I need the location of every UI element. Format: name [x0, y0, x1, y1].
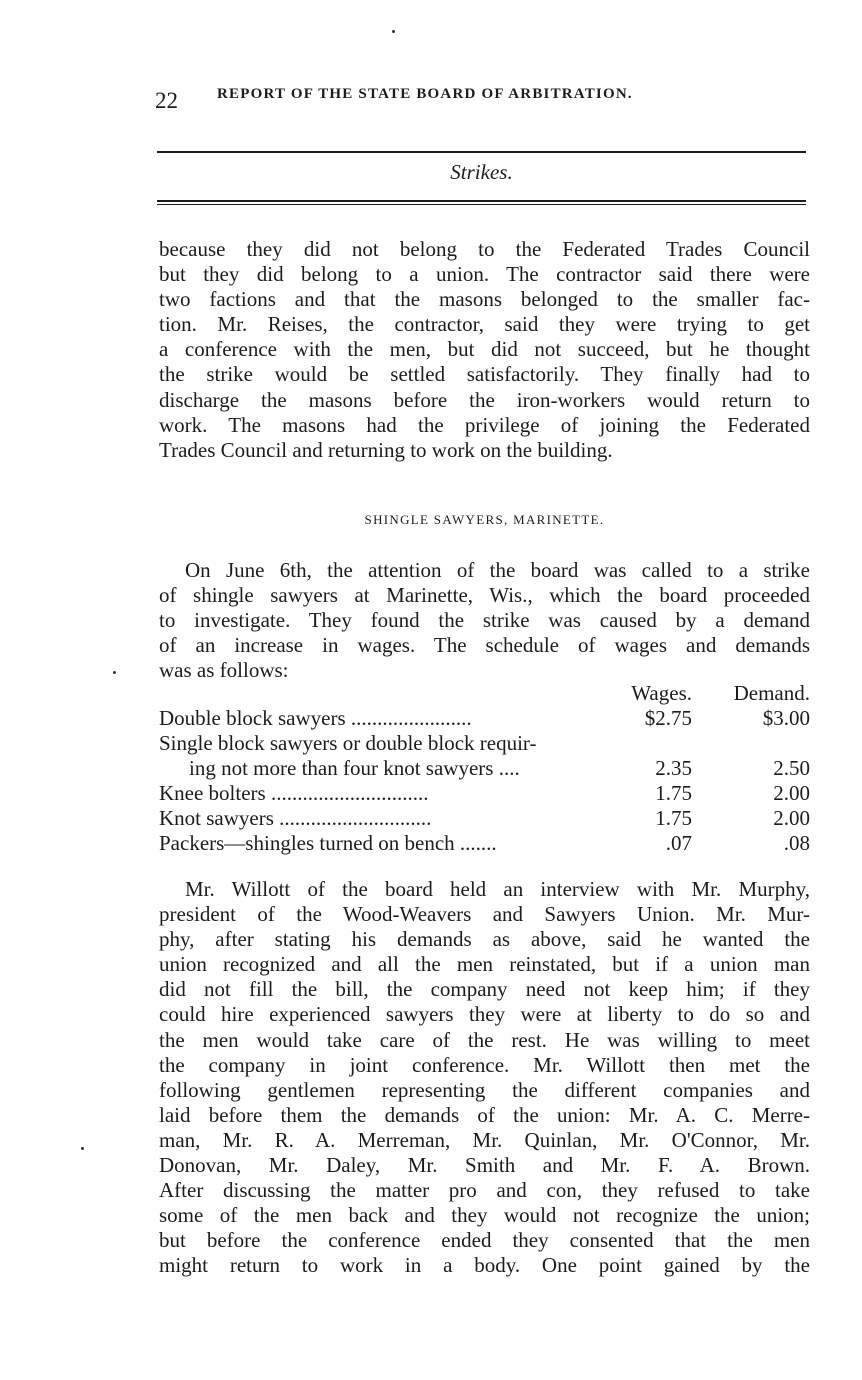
text-line: was as follows:: [159, 658, 289, 683]
paragraph-willott-interview: [159, 877, 810, 1279]
text-line: did not fill the bill, the company need not keep him; if they: [159, 977, 810, 1002]
print-speck: [392, 30, 395, 33]
demand-cell: 2.00: [773, 806, 810, 830]
text-line: discharge the masons before the iron-workers would return to: [159, 387, 810, 412]
text-line: two factions and that the masons belonged to the smaller fac-: [159, 287, 810, 312]
text-line: laid before them the demands of the union: Mr. A. C. Merre-: [159, 1102, 810, 1127]
paragraph-continued: [159, 237, 810, 463]
subsection-heading: SHINGLE SAWYERS, MARINETTE.: [364, 512, 605, 527]
demand-cell: .08: [783, 831, 810, 855]
wages-cell: .07: [665, 831, 692, 855]
text-line: but before the conference ended they consented that the men: [159, 1228, 810, 1253]
column-header-demand: Demand.: [733, 681, 810, 705]
text-line: to investigate. They found the strike was caused by a demand: [159, 608, 810, 633]
print-speck: [113, 671, 116, 674]
header-rule-bottom: [157, 200, 806, 202]
wages-cell: $2.75: [644, 706, 692, 730]
text-line: because they did not belong to the Federated Trades Council: [159, 237, 810, 261]
text-line: president of the Wood-Weavers and Sawyers Union. Mr. Mur-: [159, 902, 810, 927]
row-label: Packers—shingles turned on bench .......: [159, 831, 497, 855]
text-line: On June 6th, the attention of the board was called to a strike: [185, 558, 810, 582]
text-line: the strike would be settled satisfactorily. They finally had to: [159, 362, 810, 387]
text-line: man, Mr. R. A. Merreman, Mr. Quinlan, Mr. O'Connor, Mr.: [159, 1127, 810, 1152]
report-title: REPORT OF THE STATE BOARD OF ARBITRATION.: [217, 86, 633, 102]
paragraph-shingle-sawyers: [159, 558, 810, 683]
wages-cell: 1.75: [655, 806, 692, 830]
table-row: [159, 706, 810, 731]
text-line: the company in joint conference. Mr. Willott then met the: [159, 1052, 810, 1077]
text-line: Trades Council and returning to work on the building.: [159, 437, 613, 462]
header-rule-bottom-thin: [157, 204, 806, 205]
row-label: Double block sawyers .......................: [159, 706, 472, 730]
wages-cell: 1.75: [655, 781, 692, 805]
table-header-row: [159, 681, 810, 706]
text-line: Donovan, Mr. Daley, Mr. Smith and Mr. F. A. Brown.: [159, 1153, 810, 1178]
text-line: After discussing the matter pro and con, they refused to take: [159, 1178, 810, 1203]
page-number: 22: [155, 88, 178, 113]
table-row: [159, 756, 810, 781]
demand-cell: 2.00: [773, 781, 810, 805]
text-line: might return to work in a body. One point gained by the: [159, 1253, 810, 1278]
text-line: work. The masons had the privilege of joining the Federated: [159, 412, 810, 437]
column-header-wages: Wages.: [631, 681, 692, 705]
row-label: Single block sawyers or double block requir-: [159, 731, 537, 755]
text-line: of shingle sawyers at Marinette, Wis., which the board proceeded: [159, 583, 810, 608]
text-line: a conference with the men, but did not succeed, but he thought: [159, 337, 810, 362]
table-row: [159, 806, 810, 831]
text-line: Mr. Willott of the board held an interview with Mr. Murphy,: [185, 877, 810, 901]
section-heading: Strikes.: [450, 160, 513, 184]
text-line: could hire experienced sawyers they were at liberty to do so and: [159, 1002, 810, 1027]
text-line: union recognized and all the men reinstated, but if a union man: [159, 952, 810, 977]
wages-cell: 2.35: [655, 756, 692, 780]
print-speck: [81, 1147, 84, 1150]
table-row: [159, 831, 810, 856]
header-rule-top: [157, 151, 806, 153]
text-line: some of the men back and they would not recognize the union;: [159, 1203, 810, 1228]
text-line: the men would take care of the rest. He was willing to meet: [159, 1027, 810, 1052]
text-line: phy, after stating his demands as above, said he wanted the: [159, 927, 810, 952]
text-line: but they did belong to a union. The contractor said there were: [159, 262, 810, 287]
text-line: of an increase in wages. The schedule of wages and demands: [159, 633, 810, 658]
row-label: Knee bolters ..............................: [159, 781, 429, 805]
row-label: Knot sawyers .............................: [159, 806, 432, 830]
text-line: following gentlemen representing the different companies and: [159, 1077, 810, 1102]
wage-schedule-table: [159, 681, 810, 856]
demand-cell: 2.50: [773, 756, 810, 780]
row-label: ing not more than four knot sawyers ....: [189, 756, 520, 780]
running-head: [155, 84, 810, 118]
demand-cell: $3.00: [762, 706, 810, 730]
table-row: [159, 781, 810, 806]
table-row: [159, 731, 810, 756]
text-line: tion. Mr. Reises, the contractor, said they were trying to get: [159, 312, 810, 337]
